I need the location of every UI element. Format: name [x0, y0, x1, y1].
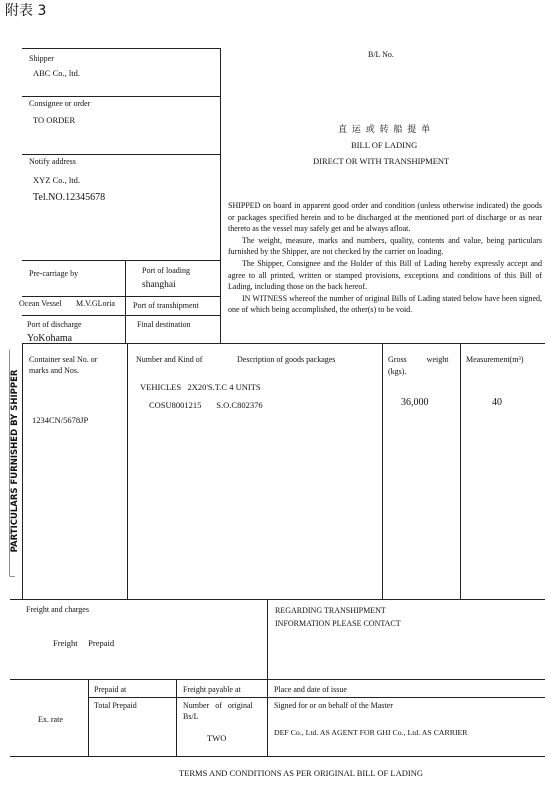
marks-header: Container seal No. or: [29, 355, 98, 364]
ocean-vessel-value: M.V.GLoria: [76, 299, 115, 308]
shipper-label: Shipper: [29, 54, 54, 63]
number-original-value: TWO: [207, 733, 227, 743]
appendix-title: 附表 3: [5, 3, 47, 19]
consignee-value: TO ORDER: [33, 115, 76, 125]
side-label: PARTICULARS FURNISHED BY SHIPPER: [10, 369, 20, 553]
place-date-label: Place and date of issue: [274, 685, 347, 694]
prepaid-at-label: Prepaid at: [94, 685, 127, 694]
gross-weight-header-2: (kgs).: [388, 367, 407, 376]
description-line-2: COSU8001215 S.O.C802376: [149, 400, 263, 410]
rule: [382, 343, 383, 599]
port-loading-label: Port of loading: [142, 266, 190, 275]
gross-weight-value: 36,000: [401, 397, 429, 408]
shipper-particulars-side-label: [4, 348, 18, 578]
bl-no-label: B/L No.: [368, 50, 394, 59]
consignee-label: Consignee or order: [29, 99, 91, 108]
rule: [10, 599, 545, 600]
ex-rate-label: Ex. rate: [38, 715, 63, 724]
measurement-value: 40: [492, 397, 502, 408]
total-prepaid-label: Total Prepaid: [94, 701, 137, 710]
terms-paragraph: SHIPPED on board in apparent good order and condition (unless otherwise indicated) the goods or packages specified herein and to be discharged at the mentioned port of discharge or as near thereto as the vessel may safely get and be always afloat.: [228, 201, 542, 234]
rule: [267, 599, 268, 679]
rule: [22, 315, 220, 316]
rule: [125, 260, 126, 343]
shipper-value: ABC Co., ltd.: [33, 68, 80, 78]
rule: [22, 154, 220, 155]
port-transhipment-label: Port of transhipment: [133, 301, 199, 310]
rule: [10, 756, 545, 757]
footer-terms: TERMS AND CONDITIONS AS PER ORIGINAL BILL OF LADING: [179, 768, 423, 778]
rule: [22, 48, 220, 49]
rule: [127, 343, 128, 599]
freight-charges-label: Freight and charges: [26, 605, 89, 614]
terms-paragraph: The Shipper, Consignee and the Holder of this Bill of Lading hereby expressly accept and agree to all printed, written or stamped provisions, exceptions and conditions of this Bill of Lading, including those on the back hereof.: [228, 258, 542, 292]
side-label-text: [10, 346, 20, 576]
terms-paragraph: The weight, measure, marks and numbers, quality, contents and value, being particulars furnished by the Shipper, are not checked by the carrier on loading.: [228, 235, 542, 257]
rule: [22, 260, 220, 261]
title-cn: 直 运 或 转 船 提 单: [338, 125, 432, 135]
rule: [460, 343, 461, 599]
marks-header-2: marks and Nos.: [29, 366, 79, 375]
number-original-label-2: Bs/L: [183, 712, 199, 721]
terms-paragraph: IN WITNESS whereof the number of original Bills of Lading stated below have been signed, one of which being accomplished, the other(s) to be void.: [228, 293, 542, 315]
title-sub: DIRECT OR WITH TRANSHIPMENT: [313, 156, 450, 166]
terms-text: [228, 200, 542, 316]
title-en: BILL OF LADING: [351, 140, 418, 150]
rule: [10, 679, 545, 680]
rule: [220, 48, 221, 343]
description-header: Description of goods packages: [237, 355, 336, 364]
final-destination-label: Final destination: [137, 320, 191, 329]
notify-tel: Tel.NO.12345678: [33, 192, 106, 203]
rule: [22, 96, 220, 97]
rule: [176, 679, 177, 756]
pre-carriage-label: Pre-carriage by: [29, 269, 79, 278]
rule: [22, 343, 23, 599]
rule: [267, 679, 268, 756]
freight-payable-label: Freight payable at: [183, 685, 241, 694]
port-discharge-value: YoKohama: [27, 333, 73, 344]
notify-value: XYZ Co., ltd.: [33, 175, 80, 185]
measurement-header: Measurement(m³): [466, 355, 524, 364]
rule: [88, 697, 545, 698]
port-loading-value: shanghai: [142, 280, 176, 290]
signed-label: Signed for or on behalf of the Master: [274, 701, 393, 710]
freight-charges-value: Freight Prepaid: [53, 638, 115, 648]
transhipment-note-line-1: REGARDING TRANSHIPMENT: [275, 606, 386, 615]
marks-value: 1234CN/5678JP: [32, 415, 89, 425]
rule: [22, 296, 220, 297]
rule: [88, 679, 89, 756]
transhipment-note-line-2: INFORMATION PLEASE CONTACT: [275, 619, 401, 628]
notify-label: Notify address: [29, 157, 76, 166]
number-original-label: Number of original: [183, 701, 253, 710]
ocean-vessel-label: Ocean Vessel: [19, 299, 62, 308]
signed-value: DEF Co., Ltd. AS AGENT FOR GHI Co., Ltd. AS CARRIER: [274, 728, 468, 737]
gross-weight-header: Gross weight: [388, 355, 449, 364]
description-line-1: VEHICLES 2X20'S.T.C 4 UNITS: [140, 382, 261, 392]
number-kind-header: Number and Kind of: [136, 355, 203, 364]
port-discharge-label: Port of discharge: [27, 320, 82, 329]
